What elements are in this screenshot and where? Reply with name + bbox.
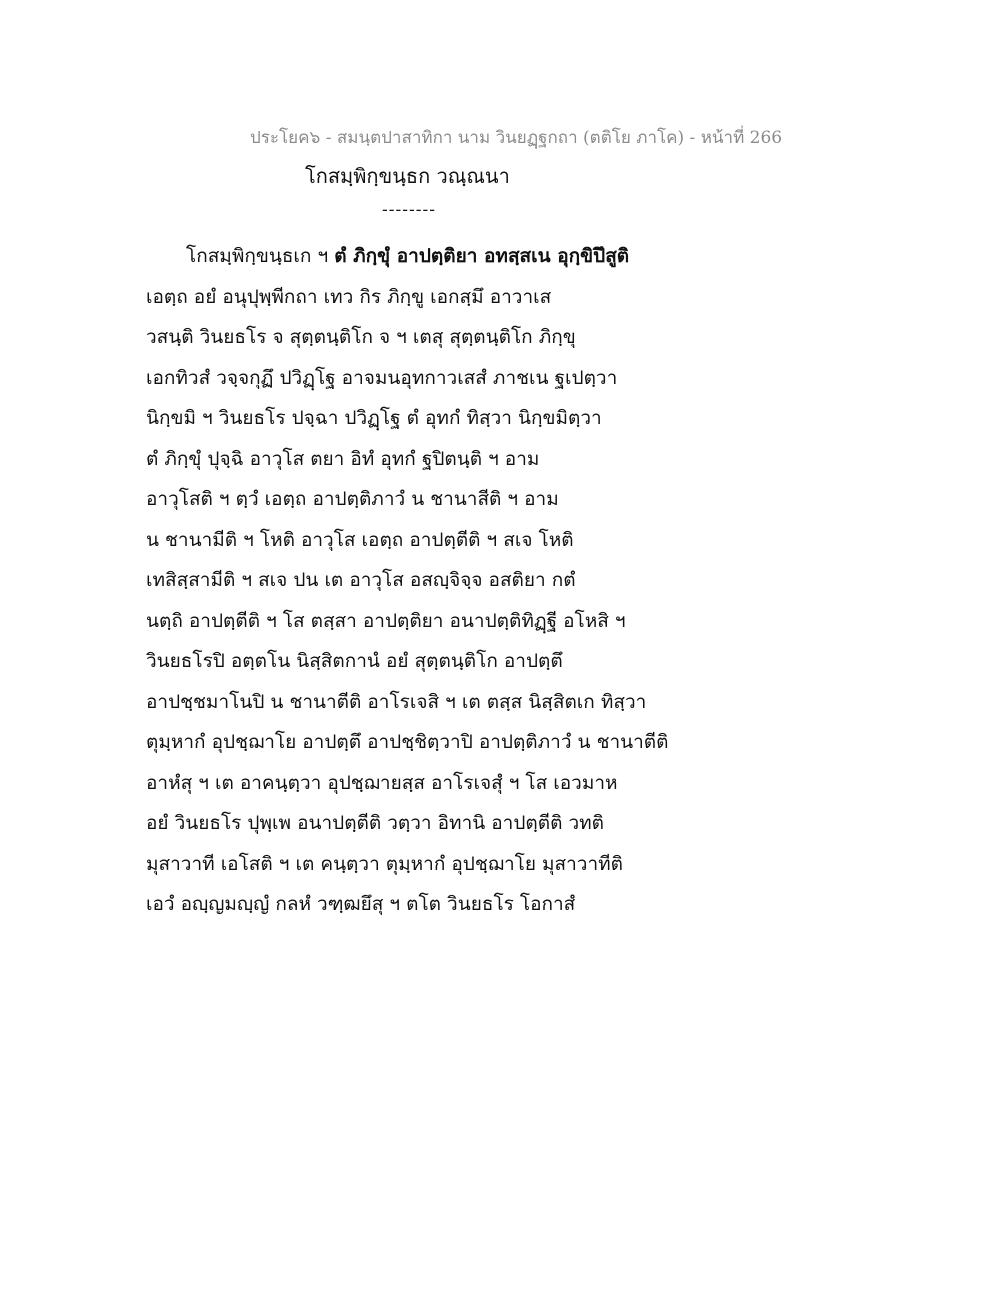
first-line-bold: ตํ ภิกฺขุํ อาปตฺติยา อทสฺสเน อุกฺขิปึสูติ xyxy=(334,245,630,267)
body-line: อาวุโสติ ฯ ตฺวํ เอตฺถ อาปตฺติภาวํ น ชานาสีติ ฯ อาม xyxy=(146,488,559,510)
first-line-plain: โกสมฺพิกฺขนฺธเก ฯ xyxy=(186,245,335,267)
body-line: นิกฺขมิ ฯ วินยธโร ปจฺฉา ปวิฏฺโฐ ตํ อุทกํ ทิสฺวา นิกฺขมิตฺวา xyxy=(146,407,602,429)
body-line: อยํ วินยธโร ปุพฺเพ อนาปตฺตีติ วตฺวา อิทานิ อาปตฺตีติ วทติ xyxy=(146,812,604,834)
body-line: อาปชฺชมาโนปิ น ชานาตีติ อาโรเจสิ ฯ เต ตสฺส นิสฺสิตเก ทิสฺวา xyxy=(146,690,647,713)
running-header: ประโยค๖ - สมนฺตปาสาทิกา นาม วินยฏฺฐกถา (ตติโย ภาโค) - หน้าที่ 266 xyxy=(250,128,783,148)
body-line: น ชานามีติ ฯ โหติ อาวุโส เอตฺถ อาปตฺตีติ ฯ สเจ โหติ xyxy=(146,528,574,551)
body-line: วสนฺติ วินยธโร จ สุตฺตนฺติโก จ ฯ เตสุ สุตฺตนฺติโก ภิกฺขุ xyxy=(146,326,576,348)
body-line: ตุมฺหากํ อุปชฺฌาโย อาปตฺตึ อาปชฺชิตฺวาปิ อาปตฺติภาวํ น ชานาตีติ xyxy=(146,731,669,753)
body-line-first xyxy=(146,240,686,281)
body-text xyxy=(146,240,686,929)
body-line: เอตฺถ อยํ อนุปุพฺพีกถา เทว กิร ภิกฺขู เอกสฺมึ อาวาเส xyxy=(146,285,552,308)
body-line: เอวํ อญฺญมญฺญํ กลหํ วฑฺฒยึสุ ฯ ตโต วินยธโร โอกาสํ xyxy=(146,893,576,915)
body-line: อาหํสุ ฯ เต อาคนฺตฺวา อุปชฺฌายสฺส อาโรเจสุํ ฯ โส เอวมาห xyxy=(146,771,618,794)
body-line: เทสิสฺสามีติ ฯ สเจ ปน เต อาวุโส อสญฺจิจฺจ อสติยา กตํ xyxy=(146,569,576,591)
body-line: เอกทิวสํ วจฺจกุฏึ ปวิฏฺโฐ อาจมนอุทกาวเสสํ ภาชเน ฐเปตฺวา xyxy=(146,366,618,389)
section-title: โกสมฺพิกฺขนฺธก วณฺณนา xyxy=(305,164,510,188)
body-line: ตํ ภิกฺขุํ ปุจฺฉิ อาวุโส ตยา อิทํ อุทกํ ฐปิตนฺติ ฯ อาม xyxy=(146,447,540,470)
body-line: วินยธโรปิ อตฺตโน นิสฺสิตกานํ อยํ สุตฺตนฺติโก อาปตฺตึ xyxy=(146,650,563,672)
section-separator: -------- xyxy=(382,200,436,220)
body-line: นตฺถิ อาปตฺตีติ ฯ โส ตสฺสา อาปตฺติยา อนาปตฺติทิฏฺฐี อโหสิ ฯ xyxy=(146,609,626,632)
body-line: มุสาวาที เอโสติ ฯ เต คนฺตฺวา ตุมฺหากํ อุปชฺฌาโย มุสาวาทีติ xyxy=(146,852,624,875)
